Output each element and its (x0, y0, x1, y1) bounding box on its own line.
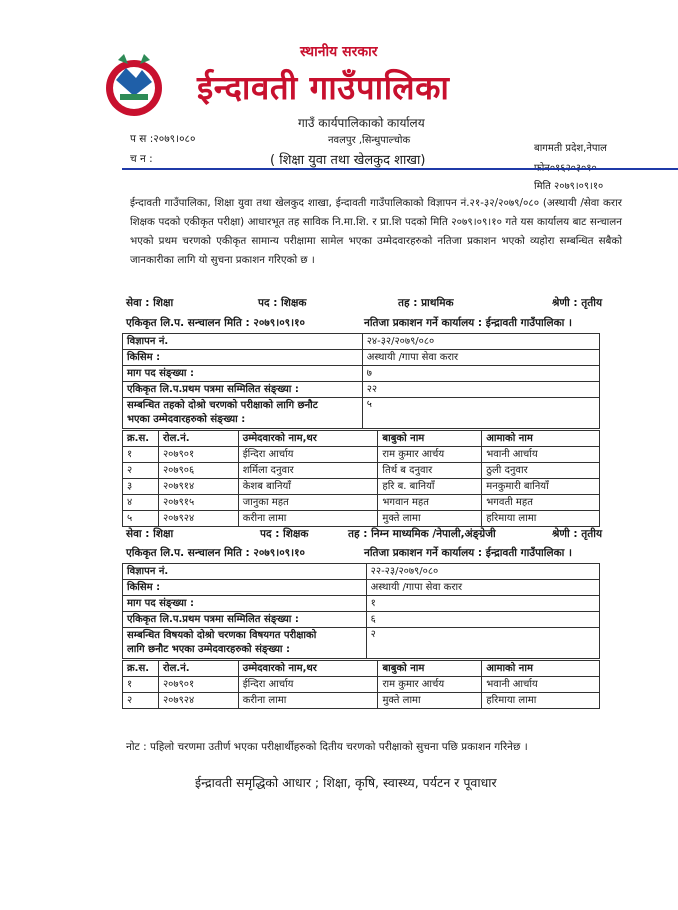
info-value: २२ (362, 382, 599, 398)
info-label: माग पद संङ्ख्या : (123, 596, 367, 612)
candidate-name-cell: करीना लामा (238, 693, 378, 709)
column-header: उम्मेदवारको नाम,थर (238, 431, 378, 447)
table-row (123, 479, 600, 495)
footnote: नोट : पहिलो चरणमा उतीर्ण भएका परीक्षार्थीहरुको दितीय चरणको परीक्षाको सुचना पछि प्रकाशन गरिनेछ । (126, 741, 528, 753)
table-row (123, 382, 600, 398)
candidate-name-cell: शर्मिला दनुवार (238, 463, 378, 479)
father-name-cell: तिर्थ ब दनुवार (378, 463, 482, 479)
info-label-line1: सम्बन्धित तहको दोश्रो चरणको परीक्षाको लागि छनौट (127, 400, 318, 411)
serial-cell: १ (123, 677, 159, 693)
column-header: बाबुको नाम (378, 431, 482, 447)
table-row (123, 447, 600, 463)
info-value: १ (366, 596, 599, 612)
column-header: बाबुको नाम (378, 661, 482, 677)
info-value: ६ (366, 612, 599, 628)
father-name-cell: मुक्ते लामा (378, 511, 482, 527)
serial-cell: ३ (123, 479, 159, 495)
table-row (123, 693, 600, 709)
table-row (123, 511, 600, 527)
candidate-name-cell: जानुका महत (238, 495, 378, 511)
table-header-row (123, 431, 600, 447)
table-row (123, 398, 600, 429)
info-label (123, 628, 367, 659)
block2-exam-date: एकिकृत लि.प. सन्चालन मिति : २०७९।०९।१० (126, 547, 306, 559)
serial-cell: ५ (123, 511, 159, 527)
roll-cell: २०७९२४ (158, 511, 238, 527)
roll-cell: २०७९०६ (158, 463, 238, 479)
letter-date: मिति २०७९।०९।१० (534, 181, 604, 192)
block1-result-office: नतिजा प्रकाशन गर्ने कार्यालय : ईन्द्रावती गाउँपालिका । (364, 317, 573, 329)
office-location: नवलपुर ,सिन्धुपाल्चोक (328, 135, 411, 146)
serial-cell: १ (123, 447, 159, 463)
candidate-name-cell: केशब बानियाँ (238, 479, 378, 495)
mother-name-cell: भवानी आर्चाय (482, 677, 600, 693)
info-label: माग पद संङ्ख्या : (123, 366, 363, 382)
column-header: क्र.स. (123, 661, 159, 677)
block1-exam-date: एकिकृत लि.प. सन्चालन मिति : २०७९।०९।१० (126, 317, 306, 329)
info-value: २२-२३/२०७९/०८० (366, 564, 599, 580)
block2-result-office: नतिजा प्रकाशन गर्ने कार्यालय : ईन्द्रावती गाउँपालिका । (364, 547, 573, 559)
candidate-name-cell: करीना लामा (238, 511, 378, 527)
dispatch-number: च न : (130, 153, 153, 165)
serial-cell: २ (123, 693, 159, 709)
table-row (123, 628, 600, 659)
mother-name-cell: भगवती महत (482, 495, 600, 511)
block1-level: तह : प्राथमिक (398, 297, 454, 309)
table-row (123, 580, 600, 596)
block1-class: श्रेणी : तृतीय (552, 297, 603, 309)
roll-cell: २०७९०१ (158, 677, 238, 693)
table-row (123, 334, 600, 350)
roll-cell: २०७९०१ (158, 447, 238, 463)
info-label: विज्ञापन नं. (123, 564, 367, 580)
block1-post: पद : शिक्षक (258, 297, 307, 309)
father-name-cell: भगवान महत (378, 495, 482, 511)
mother-name-cell: भवानी आर्चाय (482, 447, 600, 463)
info-value: २ (366, 628, 599, 659)
candidate-name-cell: ईन्दिरा आर्चाय (238, 447, 378, 463)
municipality-name: ईन्दावती गाउँपालिका (197, 68, 450, 107)
column-header: क्र.स. (123, 431, 159, 447)
province-label: बागमती प्रदेश,नेपाल (534, 143, 607, 154)
info-value: अस्थायी /गापा सेवा करार (366, 580, 599, 596)
block2-candidates-table (122, 660, 600, 709)
mother-name-cell: हरिमाया लामा (482, 693, 600, 709)
mother-name-cell: मनकुमारी बानियाँ (482, 479, 600, 495)
office-name: गाउँ कार्यपालिकाको कार्यालय (298, 116, 425, 130)
father-name-cell: मुक्ते लामा (378, 693, 482, 709)
table-row (123, 564, 600, 580)
info-label: किसिम : (123, 580, 367, 596)
table-row (123, 350, 600, 366)
serial-cell: २ (123, 463, 159, 479)
serial-cell: ४ (123, 495, 159, 511)
column-header: रोल.नं. (158, 431, 238, 447)
father-name-cell: राम कुमार आर्चय (378, 677, 482, 693)
roll-cell: २०७९१५ (158, 495, 238, 511)
local-government-label: स्थानीय सरकार (300, 44, 378, 60)
roll-cell: २०७९१४ (158, 479, 238, 495)
table-row (123, 677, 600, 693)
info-value: २४-३२/२०७९/०८० (362, 334, 599, 350)
info-value: ७ (362, 366, 599, 382)
block2-post: पद : शिक्षक (260, 528, 309, 540)
mother-name-cell: हरिमाया लामा (482, 511, 600, 527)
table-header-row (123, 661, 600, 677)
mother-name-cell: ठुली दनुवार (482, 463, 600, 479)
block2-info-table (122, 563, 600, 659)
block1-service: सेवा : शिक्षा (126, 297, 174, 309)
block2-level: तह : निम्न माध्यमिक /नेपाली,अंङ्ग्रेजी (348, 528, 496, 540)
block2-class: श्रेणी : तृतीय (552, 528, 603, 540)
father-name-cell: राम कुमार आर्चय (378, 447, 482, 463)
emblem-logo (98, 50, 170, 122)
info-label: किसिम : (123, 350, 363, 366)
info-label (123, 398, 363, 429)
block1-info-table (122, 333, 600, 429)
intro-paragraph: ईन्दावती गाउँपालिका, शिक्षा युवा तथा खेलकुद शाखा, ईन्दावती गाउँपालिकाको विज्ञापन नं.२१-३२/२०७९/०८० (अस्थायी /सेवा करार शिक्षक पदको एकीकृत परीक्षा) आधारभूत तह साविक नि.मा.शि. र प्रा.शि पदको मिति २०७९।०९।१० गते यस कार्यालय बाट सन्चालन भएको प्रथम चरणको एकीकृत सामान्य परीक्षामा सामेल भएका उम्मेदवारहरुको नतिजा प्रकाशन भएको व्यहोरा सम्बन्धित सबैको जानकारीका लागि यो सुचना प्रकाशन गरिएको छ । (130, 197, 622, 266)
father-name-cell: हरि ब. बानियाँ (378, 479, 482, 495)
info-label: एकिकृत लि.प.प्रथम पत्रमा सम्मिलित संङ्ख्या : (123, 612, 367, 628)
column-header: आमाको नाम (482, 661, 600, 677)
letter-ps-number: प स :२०७९।०८० (130, 133, 196, 145)
info-label: विज्ञापन नं. (123, 334, 363, 350)
header-divider (122, 168, 678, 170)
info-label-line2: लागि छनौट भएका उम्मेदवारहरुको संङ्ख्या : (127, 644, 290, 655)
table-row (123, 612, 600, 628)
block2-service: सेवा : शिक्षा (126, 528, 174, 540)
block1-candidates-table (122, 430, 600, 527)
table-row (123, 495, 600, 511)
table-row (123, 463, 600, 479)
info-label-line2: भएका उम्मेदवारहरुको संङ्ख्या : (127, 414, 246, 425)
info-label-line1: सम्बन्धित विषयको दोश्रो चरणका विषयगत परीक्षाको (127, 630, 317, 641)
candidate-name-cell: ईन्दिरा आर्चाय (238, 677, 378, 693)
info-value: अस्थायी /गापा सेवा करार (362, 350, 599, 366)
table-row (123, 596, 600, 612)
column-header: आमाको नाम (482, 431, 600, 447)
table-row (123, 366, 600, 382)
column-header: रोल.नं. (158, 661, 238, 677)
info-value: ५ (362, 398, 599, 429)
info-label: एकिकृत लि.प.प्रथम पत्रमा सम्मिलित संङ्ख्या : (123, 382, 363, 398)
phone-number (534, 160, 597, 174)
motto-line: ईन्द्रावती समृद्धिको आधार ; शिक्षा, कृषि, स्वास्थ्य, पर्यटन र पूवाधार (195, 775, 497, 790)
roll-cell: २०७९२४ (158, 693, 238, 709)
section-name: ( शिक्षा युवा तथा खेलकुद शाखा) (270, 153, 426, 168)
column-header: उम्मेदवारको नाम,थर (238, 661, 378, 677)
